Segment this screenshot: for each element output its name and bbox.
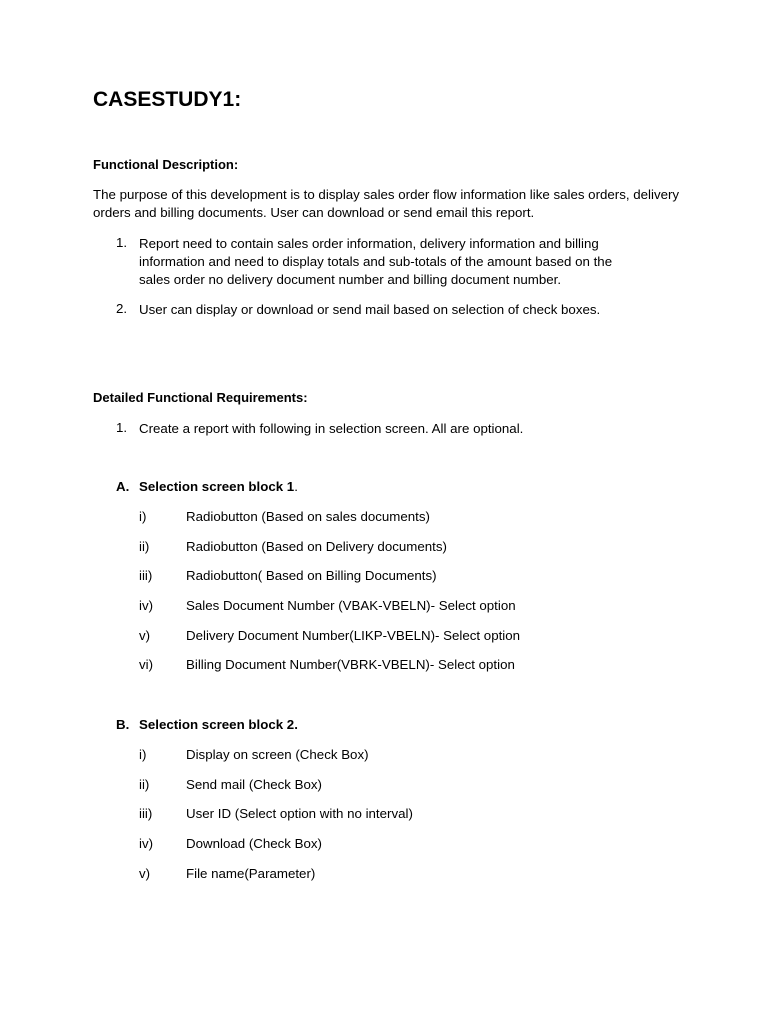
block-b-item-text: Display on screen (Check Box) — [186, 747, 369, 762]
block-a-item-number: v) — [139, 628, 151, 643]
functional-item-line: information and need to display totals and sub-totals of the amount based on the — [139, 254, 613, 269]
block-b-item-number: v) — [139, 866, 151, 881]
block-b-title: Selection screen block 2. — [139, 717, 298, 732]
block-a-item-text: Delivery Document Number(LIKP-VBELN)- Select option — [186, 628, 521, 643]
block-a-item-text: Sales Document Number (VBAK-VBELN)- Select option — [186, 598, 516, 613]
block-b-item-number: iii) — [139, 806, 153, 821]
detailed-item-number: 1. — [116, 420, 128, 435]
page-title: CASESTUDY1: — [93, 88, 242, 111]
functional-description-paragraph: The purpose of this development is to display sales order flow information like sales orders, delivery orders and billing documents. User can download or send email this report. — [93, 187, 680, 220]
block-a-item-number: iv) — [139, 598, 154, 613]
block-a-item-number: iii) — [139, 568, 153, 583]
block-a-item-text: Radiobutton (Based on sales documents) — [186, 509, 430, 524]
block-b-item-text: User ID (Select option with no interval) — [186, 806, 413, 821]
block-a-item-text: Radiobutton( Based on Billing Documents) — [186, 568, 437, 583]
block-b-item-number: i) — [139, 747, 147, 762]
functional-item-line: Report need to contain sales order information, delivery information and billing — [139, 236, 599, 251]
functional-description-heading: Functional Description: — [93, 157, 239, 172]
functional-item-line: sales order no delivery document number and billing document number. — [139, 272, 562, 287]
functional-item-number: 2. — [116, 301, 128, 316]
detailed-requirements-heading: Detailed Functional Requirements: — [93, 390, 308, 405]
functional-item-number: 1. — [116, 235, 128, 250]
block-a-suffix: . — [294, 479, 298, 494]
block-a-item-text: Billing Document Number(VBRK-VBELN)- Select option — [186, 657, 515, 672]
block-b-item-number: ii) — [139, 777, 150, 792]
block-a-letter: A. — [116, 479, 130, 494]
block-a-item-text: Radiobutton (Based on Delivery documents) — [186, 539, 447, 554]
functional-item-line: User can display or download or send mail based on selection of check boxes. — [139, 302, 601, 317]
block-a-title: Selection screen block 1 — [139, 479, 295, 494]
block-b-item-text: Download (Check Box) — [186, 836, 322, 851]
detailed-item-text: Create a report with following in selection screen. All are optional. — [139, 421, 524, 436]
block-b-item-text: File name(Parameter) — [186, 866, 316, 881]
block-a-item-number: ii) — [139, 539, 150, 554]
block-a-item-number: i) — [139, 509, 147, 524]
block-a-item-number: vi) — [139, 657, 154, 672]
block-a-heading — [139, 479, 298, 494]
block-b-item-number: iv) — [139, 836, 154, 851]
block-b-letter: B. — [116, 717, 130, 732]
block-b-item-text: Send mail (Check Box) — [186, 777, 322, 792]
